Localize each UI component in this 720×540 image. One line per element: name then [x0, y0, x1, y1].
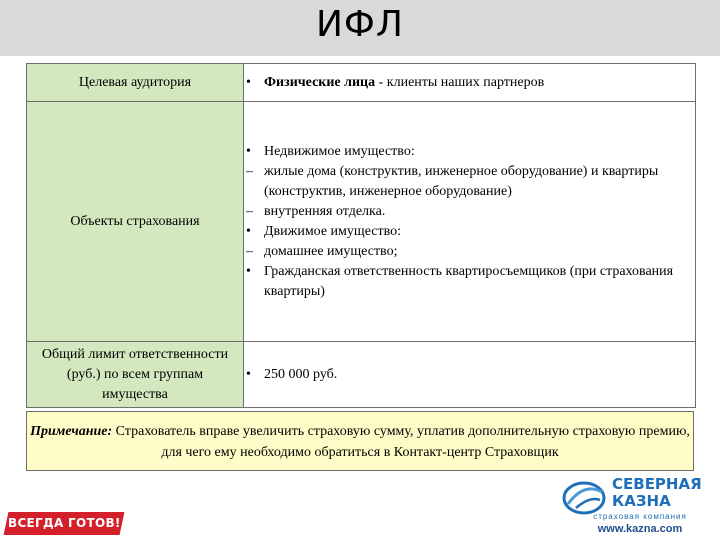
objects-list — [244, 142, 695, 302]
list-item — [244, 162, 695, 202]
limit-amount: 250 000 руб. — [264, 366, 338, 382]
logo-url: www.kazna.com — [597, 523, 683, 535]
company-logo — [562, 474, 718, 538]
list-item-text: Гражданская ответственность квартиросъемщиков (при страхования квартиры) — [264, 263, 674, 299]
info-table — [26, 63, 696, 408]
slide-title: ИФЛ — [316, 4, 404, 45]
list-marker: – — [246, 243, 253, 259]
bullet-marker: • — [246, 74, 251, 90]
logo-swirl-icon — [562, 478, 608, 516]
list-marker: • — [246, 143, 251, 159]
list-item — [244, 242, 695, 262]
audience-label: Целевая аудитория — [27, 64, 244, 102]
list-item — [244, 365, 695, 385]
objects-label: Объекты страхования — [27, 102, 244, 342]
table-row-limit — [27, 342, 696, 408]
list-item-text: Недвижимое имущество: — [264, 143, 415, 159]
audience-list — [244, 73, 695, 93]
note-text: Страхователь вправе увеличить страховую сумму, уплатив дополнительную страховую премию, для чего ему необходимо обратиться в Контакт-центр Страховщик — [112, 424, 690, 460]
note-box — [26, 411, 694, 471]
list-item-text: Движимое имущество: — [264, 223, 401, 239]
list-item-text: домашнее имущество; — [264, 243, 398, 259]
note-prefix: Примечание: — [30, 424, 113, 439]
limit-value — [244, 342, 696, 408]
audience-value — [244, 64, 696, 102]
list-marker: – — [246, 163, 253, 179]
badge-text: ВСЕГДА ГОТОВ! — [7, 516, 121, 530]
list-item — [244, 73, 695, 93]
list-item — [244, 262, 695, 302]
limit-list — [244, 365, 695, 385]
table-row-objects — [27, 102, 696, 342]
list-item — [244, 142, 695, 162]
list-marker: • — [246, 263, 251, 279]
logo-subtitle: страховая компания — [593, 512, 687, 521]
list-marker: • — [246, 223, 251, 239]
limit-label: Общий лимит ответственности (руб.) по всем группам имущества — [27, 342, 244, 408]
audience-bold: Физические лица — [264, 74, 376, 90]
table-row-audience — [27, 64, 696, 102]
list-marker: • — [246, 366, 251, 382]
logo-name — [612, 476, 718, 510]
list-item — [244, 202, 695, 222]
logo-line2: КАЗНА — [612, 492, 671, 510]
list-item-text: жилые дома (конструктив, инженерное оборудование) и квартиры (конструктив, инженерное оборудование) — [264, 163, 659, 199]
list-marker: – — [246, 203, 253, 219]
objects-value — [244, 102, 696, 342]
logo-line1: СЕВЕРНАЯ — [612, 475, 702, 493]
list-item-text: внутренняя отделка. — [264, 203, 386, 219]
list-item — [244, 222, 695, 242]
audience-rest: - клиенты наших партнеров — [375, 74, 545, 90]
always-ready-badge — [4, 512, 125, 535]
